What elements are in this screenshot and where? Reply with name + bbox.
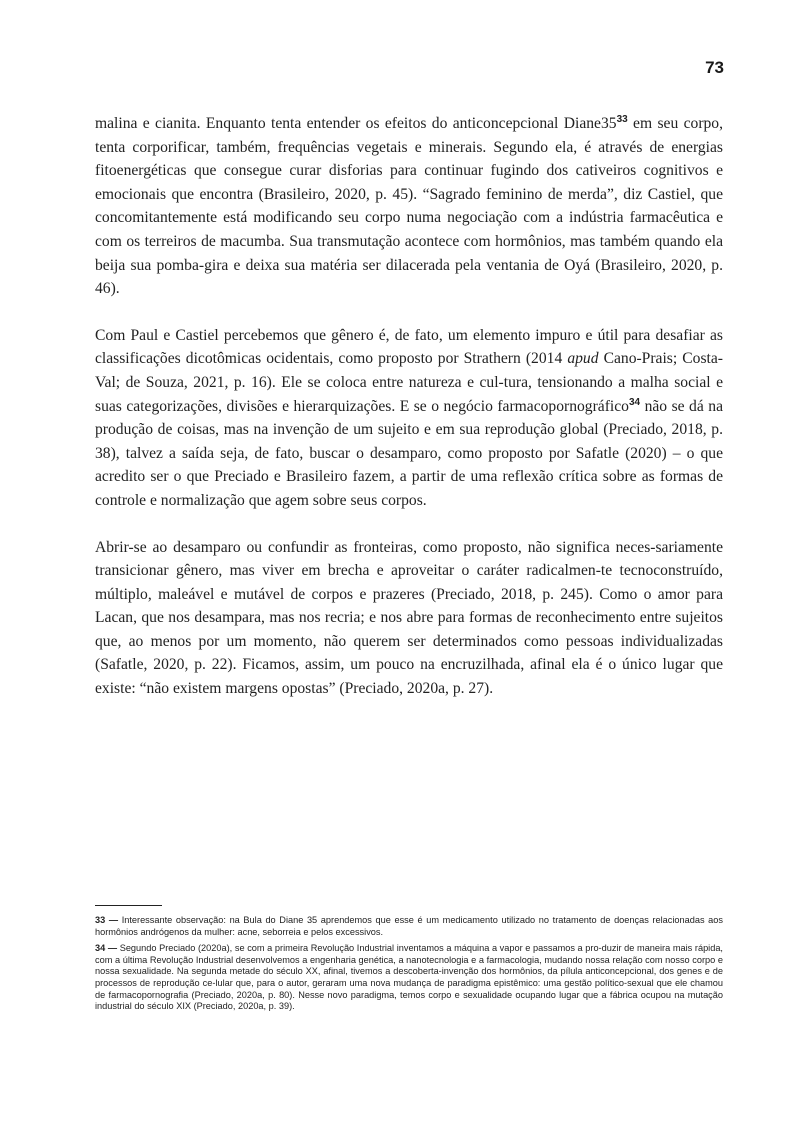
paragraph-1-text-2: em seu corpo, tenta corporificar, também, frequências vegetais e minerais. Segundo ela, é através de energias fitoenergéticas que consegue curar disforias para continuar fugindo dos cativeiros cognitivos e emocionais que encontra (Brasileiro, 2020, p. 45). “Sagrado feminino de merda”, diz Castiel, que concomitantemente está modificando seu corpo numa negociação com a indústria farmacêutica e com os terreiros de macumba. Sua transmutação acontece com hormônios, mas também quando ela beija sua pomba-gira e deixa sua matéria ser dilacerada pela ventania de Oyá (Brasileiro, 2020, p. 46). xyxy=(95,115,723,298)
paragraph-3-text-1: Abrir-se ao desamparo ou confundir as fronteiras, como proposto, não significa neces-sariamente transicionar gênero, mas viver em brecha e aproveitar o caráter radicalmen-te tecnoconstruído, múltiplo, maleável e mutável de corpos e prazeres (Preciado, 2018, p. 245). Como o amor para Lacan, que nos desampara, mas nos recria; e nos abre para formas de reconhecimento entre sujeitos que, ao menos por um momento, não querem ser determinados como pessoas individualizadas (Safatle, 2020, p. 22). Ficamos, assim, um pouco na encruzilhada, afinal ela é o único lugar que existe: “não existem margens opostas” (Preciado, 2020a, p. 27). xyxy=(95,538,723,698)
paragraph-2-text-3: não se dá na produção de coisas, mas na invenção de um sujeito e em sua reprodução global (Preciado, 2018, p. 38), talvez a saída seja, de fato, buscar o desamparo, como proposto por Safatle (2020) – o que acredito ser o que Preciado e Brasileiro fazem, a partir de uma reflexão crítica sobre as formas de controle e normalização que agem sobre seus corpos. xyxy=(95,397,723,509)
paragraph-3 xyxy=(95,536,723,701)
paragraph-1-text-1: malina e cianita. Enquanto tenta entender os efeitos do anticoncepcional Diane35 xyxy=(95,115,617,132)
footnote-33 xyxy=(95,915,723,938)
footnote-34-label: 34 — xyxy=(95,943,118,954)
footnote-34-text: Segundo Preciado (2020a), se com a primeira Revolução Industrial inventamos a máquina a vapor e passamos a pro-duzir de maneira mais rápida, com a última Revolução Industrial desenvolvemos a engenharia genética, a nanotecnologia e a farmacologia, mudando nossa relação com nosso corpo e nossa sexualidade. Na segunda metade do século XX, afinal, tivemos a descoberta-invenção dos hormônios, da pílula anticoncepcional, dos genes e de processos de reprodução ce-lular que, para o autor, geraram uma nova mudança de paradigma epistêmico: uma gestão político-sexual que ele chamou de farmacopornografia (Preciado, 2020a, p. 80). Nesse novo paradigma, temos corpo e sexualidade ocupando lugar que a fábrica ocupou na mutação industrial do século XIX (Preciado, 2020a, p. 39). xyxy=(95,943,723,1012)
footnote-33-label: 33 — xyxy=(95,915,119,925)
footnote-33-text: Interessante observação: na Bula do Diane 35 aprendemos que esse é um medicamento utilizado no tratamento de doenças relacionadas aos hormônios andrógenos da mulher: acne, seborreia e pelos excessivos. xyxy=(95,915,723,937)
paragraph-2-text-1: Com Paul e Castiel percebemos que gênero é, de fato, um elemento impuro e útil para desafiar as classificações dicotômicas ocidentais, como proposto por Strathern (2014 xyxy=(95,326,723,368)
footnote-ref-33[interactable]: 33 xyxy=(616,113,628,125)
footnotes xyxy=(95,915,723,1018)
footnote-ref-34[interactable]: 34 xyxy=(628,396,641,408)
paragraph-1 xyxy=(95,112,723,301)
paragraph-2-text-2: Cano-Prais; Costa-Val; de Souza, 2021, p. 16). Ele se coloca entre natureza e cul-tura, tensionando a malha social e suas categorizações, divisões e hierarquizações. E se o negócio farmacopornográfico xyxy=(95,350,723,415)
paragraph-2-emphasis: apud xyxy=(567,350,599,368)
footnote-34 xyxy=(95,943,723,1013)
footnote-divider xyxy=(95,905,162,906)
body-text xyxy=(95,112,723,724)
paragraph-2 xyxy=(95,324,723,513)
page-number: 73 xyxy=(705,58,724,77)
